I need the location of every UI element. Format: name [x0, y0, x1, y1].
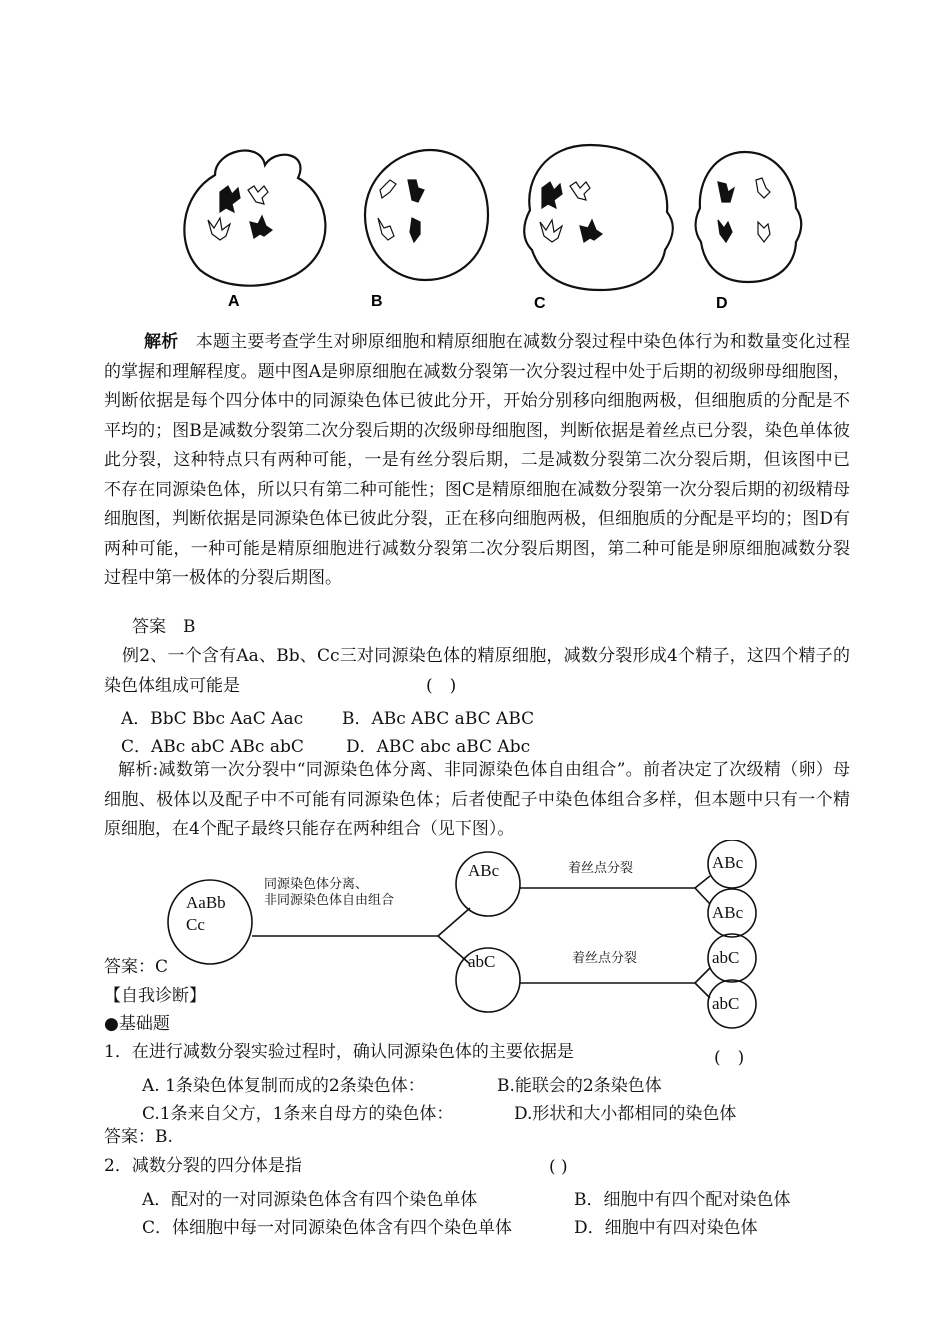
- q1-stem: [104, 1038, 574, 1067]
- meiosis-diagram: [150, 840, 770, 1030]
- q2-option-c: C．体细胞中每一对同源染色体含有四个染色单体: [142, 1218, 513, 1238]
- analysis-heading: 解析: [144, 332, 179, 352]
- basic-section-heading: ●基础题: [104, 1014, 170, 1034]
- cell-top-label: ABc: [468, 861, 500, 880]
- gamete-1-label: ABc: [712, 853, 744, 872]
- q1-answer: 答案：B.: [104, 1127, 173, 1147]
- example2-option-a: A．BbC Bbc AaC Aac: [121, 709, 304, 729]
- q1-option-a: A. 1条染色体复制而成的2条染色体：: [142, 1076, 425, 1096]
- answer-2: 答案：C: [104, 957, 169, 977]
- step2-top-label: 着丝点分裂: [568, 860, 634, 875]
- example2-question: [104, 642, 850, 701]
- cell-d-outline: [696, 152, 802, 282]
- step1-label-2: 非同源染色体自由组合: [264, 892, 395, 907]
- example2-analysis: 解析:减数第一次分裂中“同源染色体分离、非同源染色体自由组合”。前者决定了次级精（卵）母细胞、极体以及配子中不可能有同源染色体；后者使配子中染色体组合多样，但本题中只有一个精原细胞，在4个配子最终只能存在两种组合（见下图）。: [104, 760, 850, 839]
- q1-option-d: D.形状和大小都相同的染色体: [514, 1104, 737, 1124]
- example2-option-c: C．ABc abC ABc abC: [121, 737, 304, 757]
- q2-option-d: D．细胞中有四对染色体: [574, 1218, 758, 1238]
- figure-label-d: D: [716, 295, 728, 312]
- analysis-text: 本题主要考查学生对卵原细胞和精原细胞在减数分裂过程中染色体行为和数量变化过程的掌握和理解程度。题中图A是卵原细胞在减数分裂第一次分裂过程中处于后期的初级卵母细胞图，判断依据是每个四分体中的同源染色体已彼此分开，开始分别移向细胞两极，但细胞质的分配是不平均的；图B是减数分裂第二次分裂后期的次级卵母细胞图，判断依据是着丝点已分裂，染色单体彼此分裂，这种特点只有两种可能，一是有丝分裂后期，二是减数分裂第二次分裂后期，但该图中已不存在同源染色体，所以只有第二种可能性；图C是精原细胞在减数分裂第一次分裂后期的初级精母细胞图，判断依据是同源染色体已彼此分裂，正在移向细胞两极，但细胞质的分配是平均的；图D有两种可能，一种可能是精原细胞进行减数分裂第二次分裂后期图，第二种可能是卵原细胞减数分裂过程中第一极体的分裂后期图。: [104, 332, 851, 588]
- cell-division-figure: [170, 130, 810, 320]
- gamete-2-label: ABc: [712, 903, 744, 922]
- gamete-3-label: abC: [712, 948, 740, 967]
- figure-label-a: A: [228, 293, 240, 310]
- step2-bottom-label: 着丝点分裂: [572, 950, 638, 965]
- figure-label-c: C: [534, 295, 546, 312]
- parent-label-2: Cc: [186, 915, 205, 934]
- q2-bracket: ( ): [549, 1157, 568, 1177]
- example2-bracket: ( ): [426, 675, 457, 696]
- q2-option-b: B．细胞中有四个配对染色体: [574, 1190, 791, 1210]
- parent-label-1: AaBb: [186, 893, 226, 912]
- figure-label-b: B: [371, 293, 383, 310]
- answer-1: 答案 B: [132, 617, 196, 637]
- q2-stem: 2．减数分裂的四分体是指: [104, 1156, 302, 1176]
- example2-question-text: 例2、一个含有Aa、Bb、Cc三对同源染色体的精原细胞，减数分裂形成4个精子，这四个精子的染色体组成可能是: [104, 646, 850, 696]
- self-diagnosis-heading: 【自我诊断】: [104, 986, 206, 1006]
- example2-option-d: D．ABC abc aBC Abc: [346, 737, 531, 757]
- q1-stem-text: 1．在进行减数分裂实验过程时，确认同源染色体的主要依据是: [104, 1042, 574, 1062]
- example2-option-b: B．ABc ABC aBC ABC: [342, 709, 535, 729]
- q1-option-c: C.1条来自父方，1条来自母方的染色体：: [142, 1104, 454, 1124]
- analysis-paragraph: [104, 328, 850, 594]
- cell-c-outline: [524, 145, 673, 290]
- gamete-4-label: abC: [712, 994, 740, 1013]
- cell-a-outline: [184, 151, 325, 286]
- cell-bottom-label: abC: [468, 952, 496, 971]
- cell-b-outline: [365, 150, 488, 280]
- q2-option-a: A．配对的一对同源染色体含有四个染色单体: [142, 1190, 478, 1210]
- q1-option-b: B.能联会的2条染色体: [497, 1076, 662, 1096]
- step1-label-1: 同源染色体分离、: [264, 876, 369, 891]
- q1-bracket: ( ): [714, 1048, 745, 1068]
